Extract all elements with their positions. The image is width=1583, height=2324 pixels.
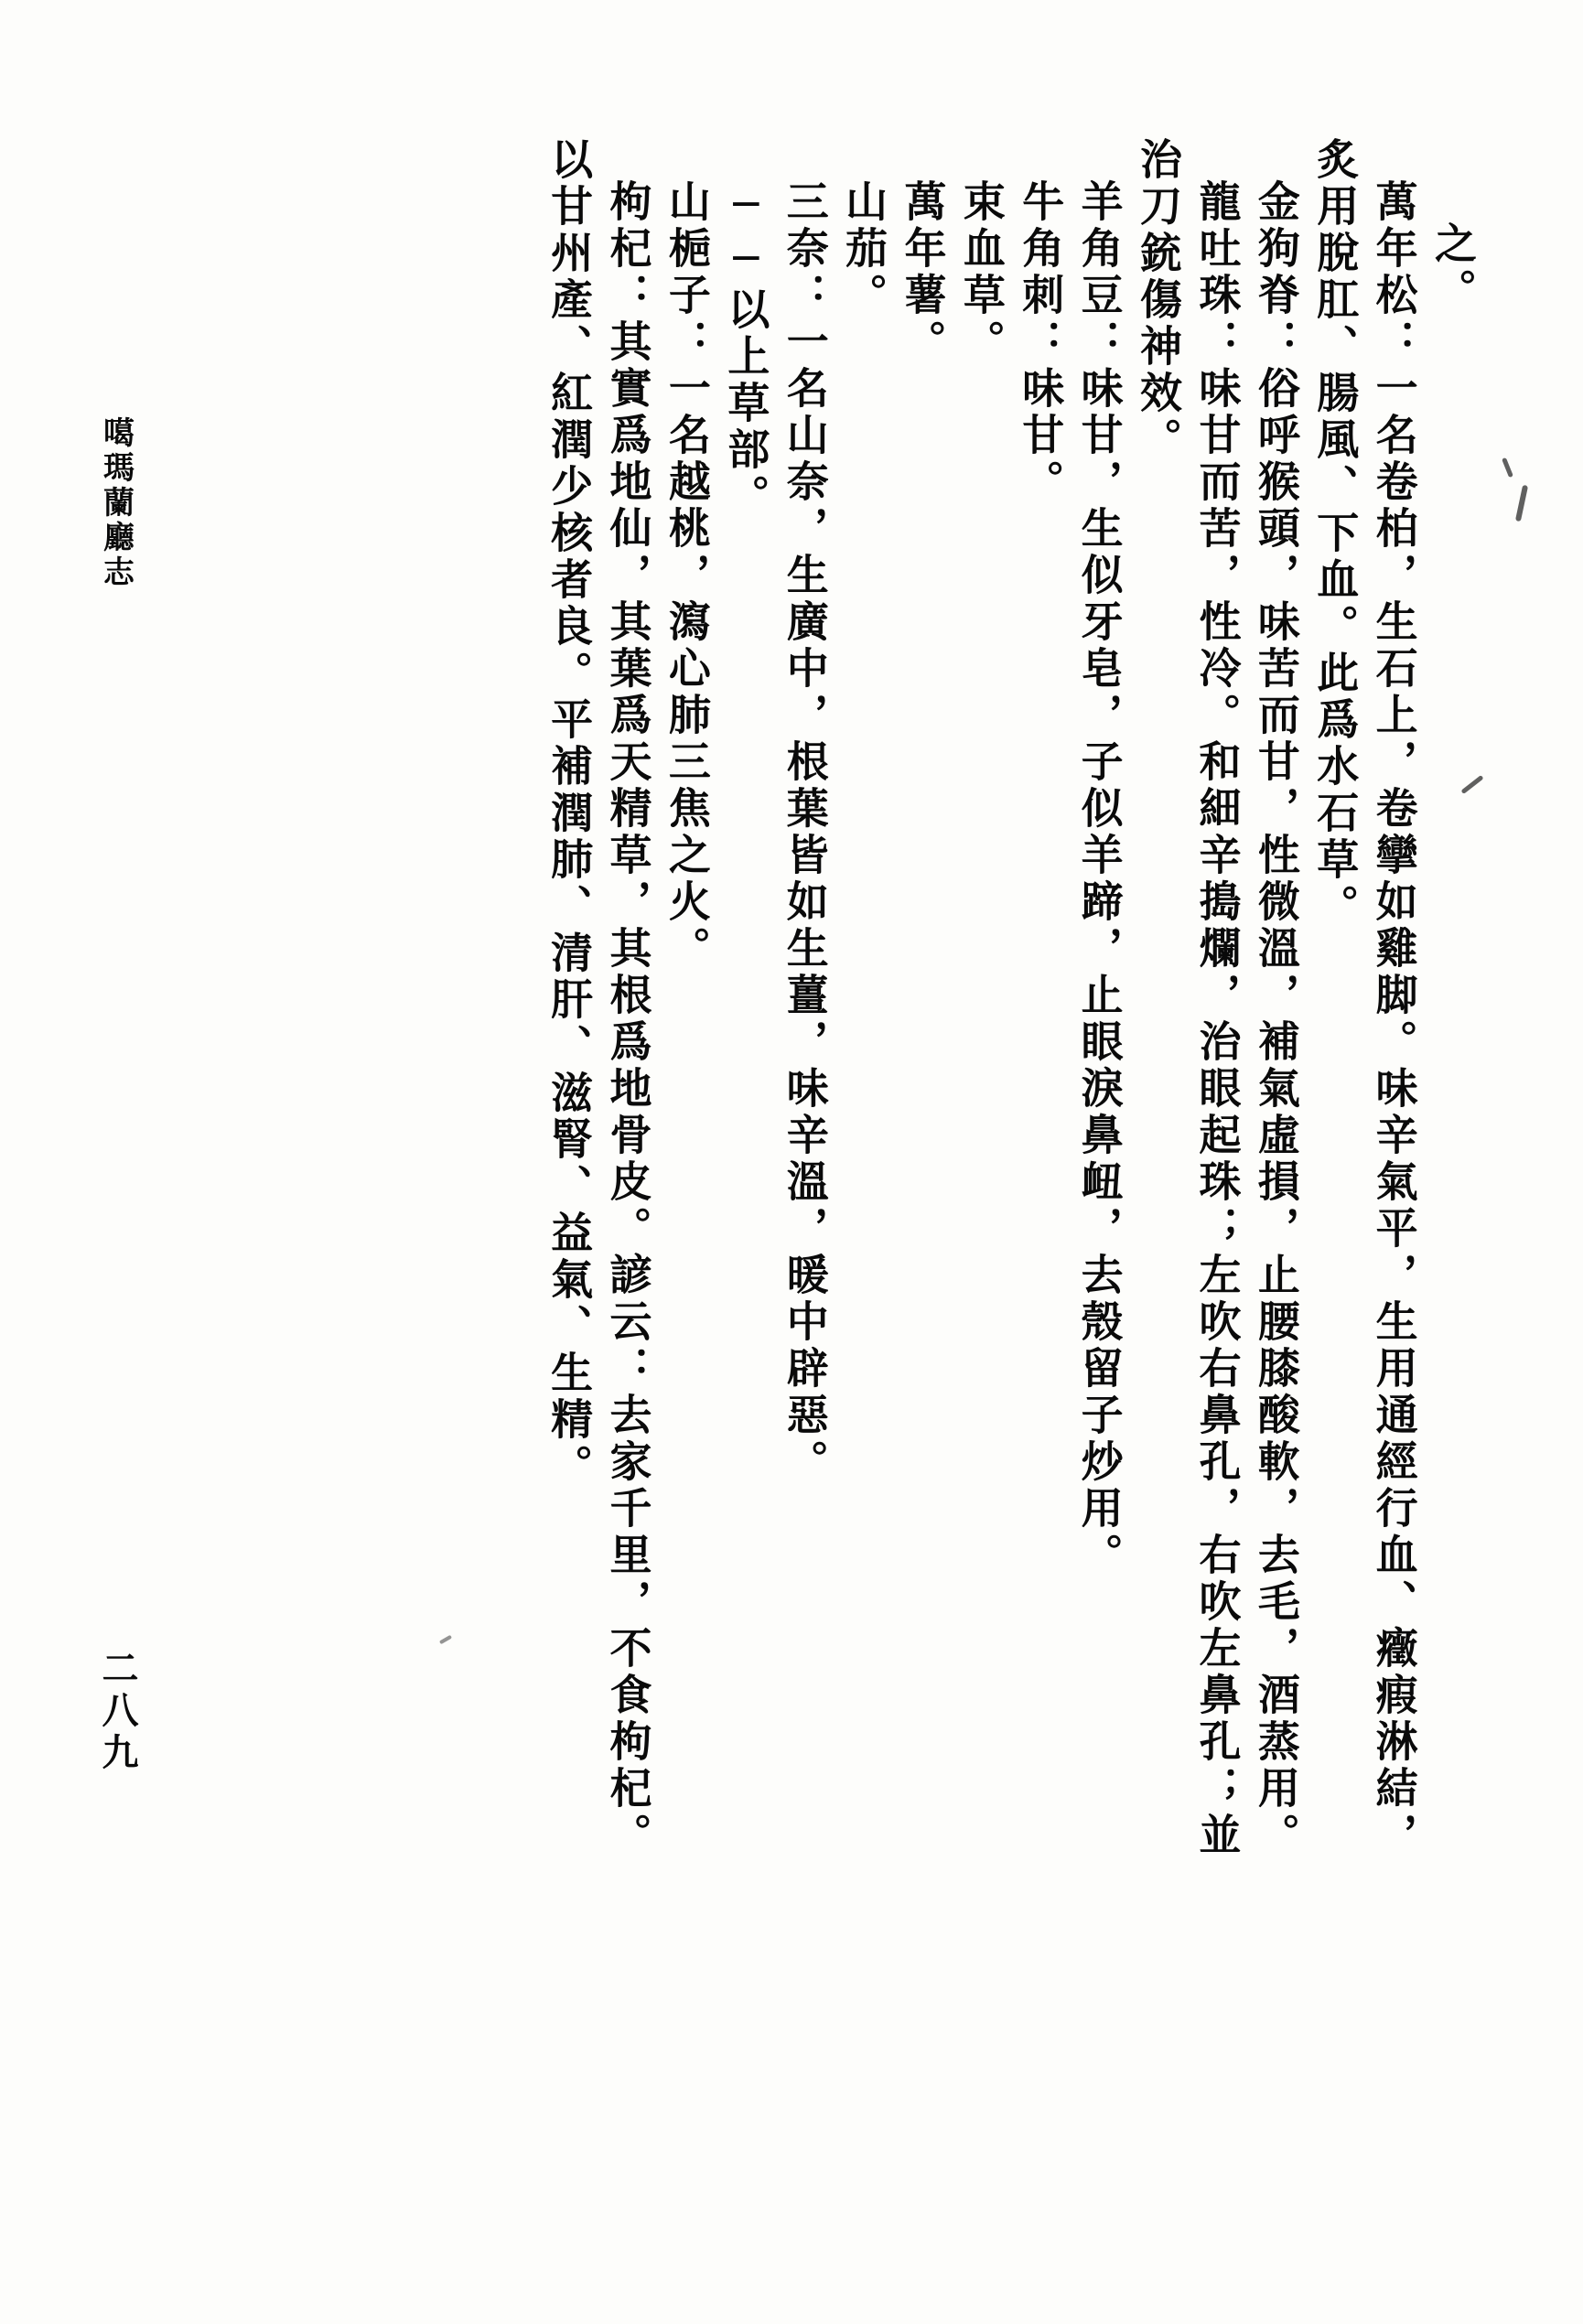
text-column-1: 之。 — [1428, 221, 1478, 315]
text-column-7: 羊角豆：味甘，生似牙皂，子似羊蹄，止眼淚鼻衄，去殼留子炒用。 — [1074, 179, 1125, 1579]
text-column-6: 治刀銃傷神效。 — [1134, 137, 1184, 464]
text-column-15: 枸杞：其實爲地仙，其葉爲天精草，其根爲地骨皮。諺云：去家千里，不食枸杞。 — [603, 179, 653, 1859]
vertical-text-block — [137, 137, 1482, 2187]
running-head: 噶瑪蘭廳志 — [97, 416, 135, 590]
text-column-4: 金狗脊：俗呼猴頭，味苦而甘，性微溫，補氣虛損，止腰膝酸軟，去毛，酒蒸用。 — [1251, 179, 1301, 1859]
page-number: 二八九 — [96, 1649, 139, 1775]
text-column-9: 束血草。 — [956, 179, 1007, 366]
text-column-10: 萬年薯。 — [898, 179, 948, 366]
text-column-14: 山梔子：一名越桃，瀉心肺三焦之火。 — [662, 179, 712, 973]
text-column-8: 牛角刺：味甘。 — [1016, 179, 1066, 506]
text-column-12: 三奈：一名山奈，生廣中，根葉皆如生薑，味辛溫，暖中辟惡。 — [780, 179, 830, 1486]
scan-speck-icon — [1502, 457, 1513, 478]
text-column-3: 炙用脫肛、腸風、下血。此爲水石草。 — [1310, 137, 1361, 931]
text-column-16: 以甘州產、紅潤少核者良。平補潤肺、清肝、滋腎、益氣、生精。 — [544, 137, 595, 1490]
text-column-11: 山茄。 — [839, 179, 889, 319]
text-column-2: 萬年松：一名卷柏，生石上，卷攣如雞脚。味辛氣平，生用通經行血、癥瘕淋結， — [1369, 179, 1419, 1859]
text-column-5: 龍吐珠：味甘而苦，性冷。和細辛搗爛，治眼起珠；左吹右鼻孔，右吹左鼻孔；並 — [1192, 179, 1243, 1859]
scan-speck-icon — [1515, 485, 1528, 522]
text-column-13: ──以上草部。 — [721, 179, 771, 521]
